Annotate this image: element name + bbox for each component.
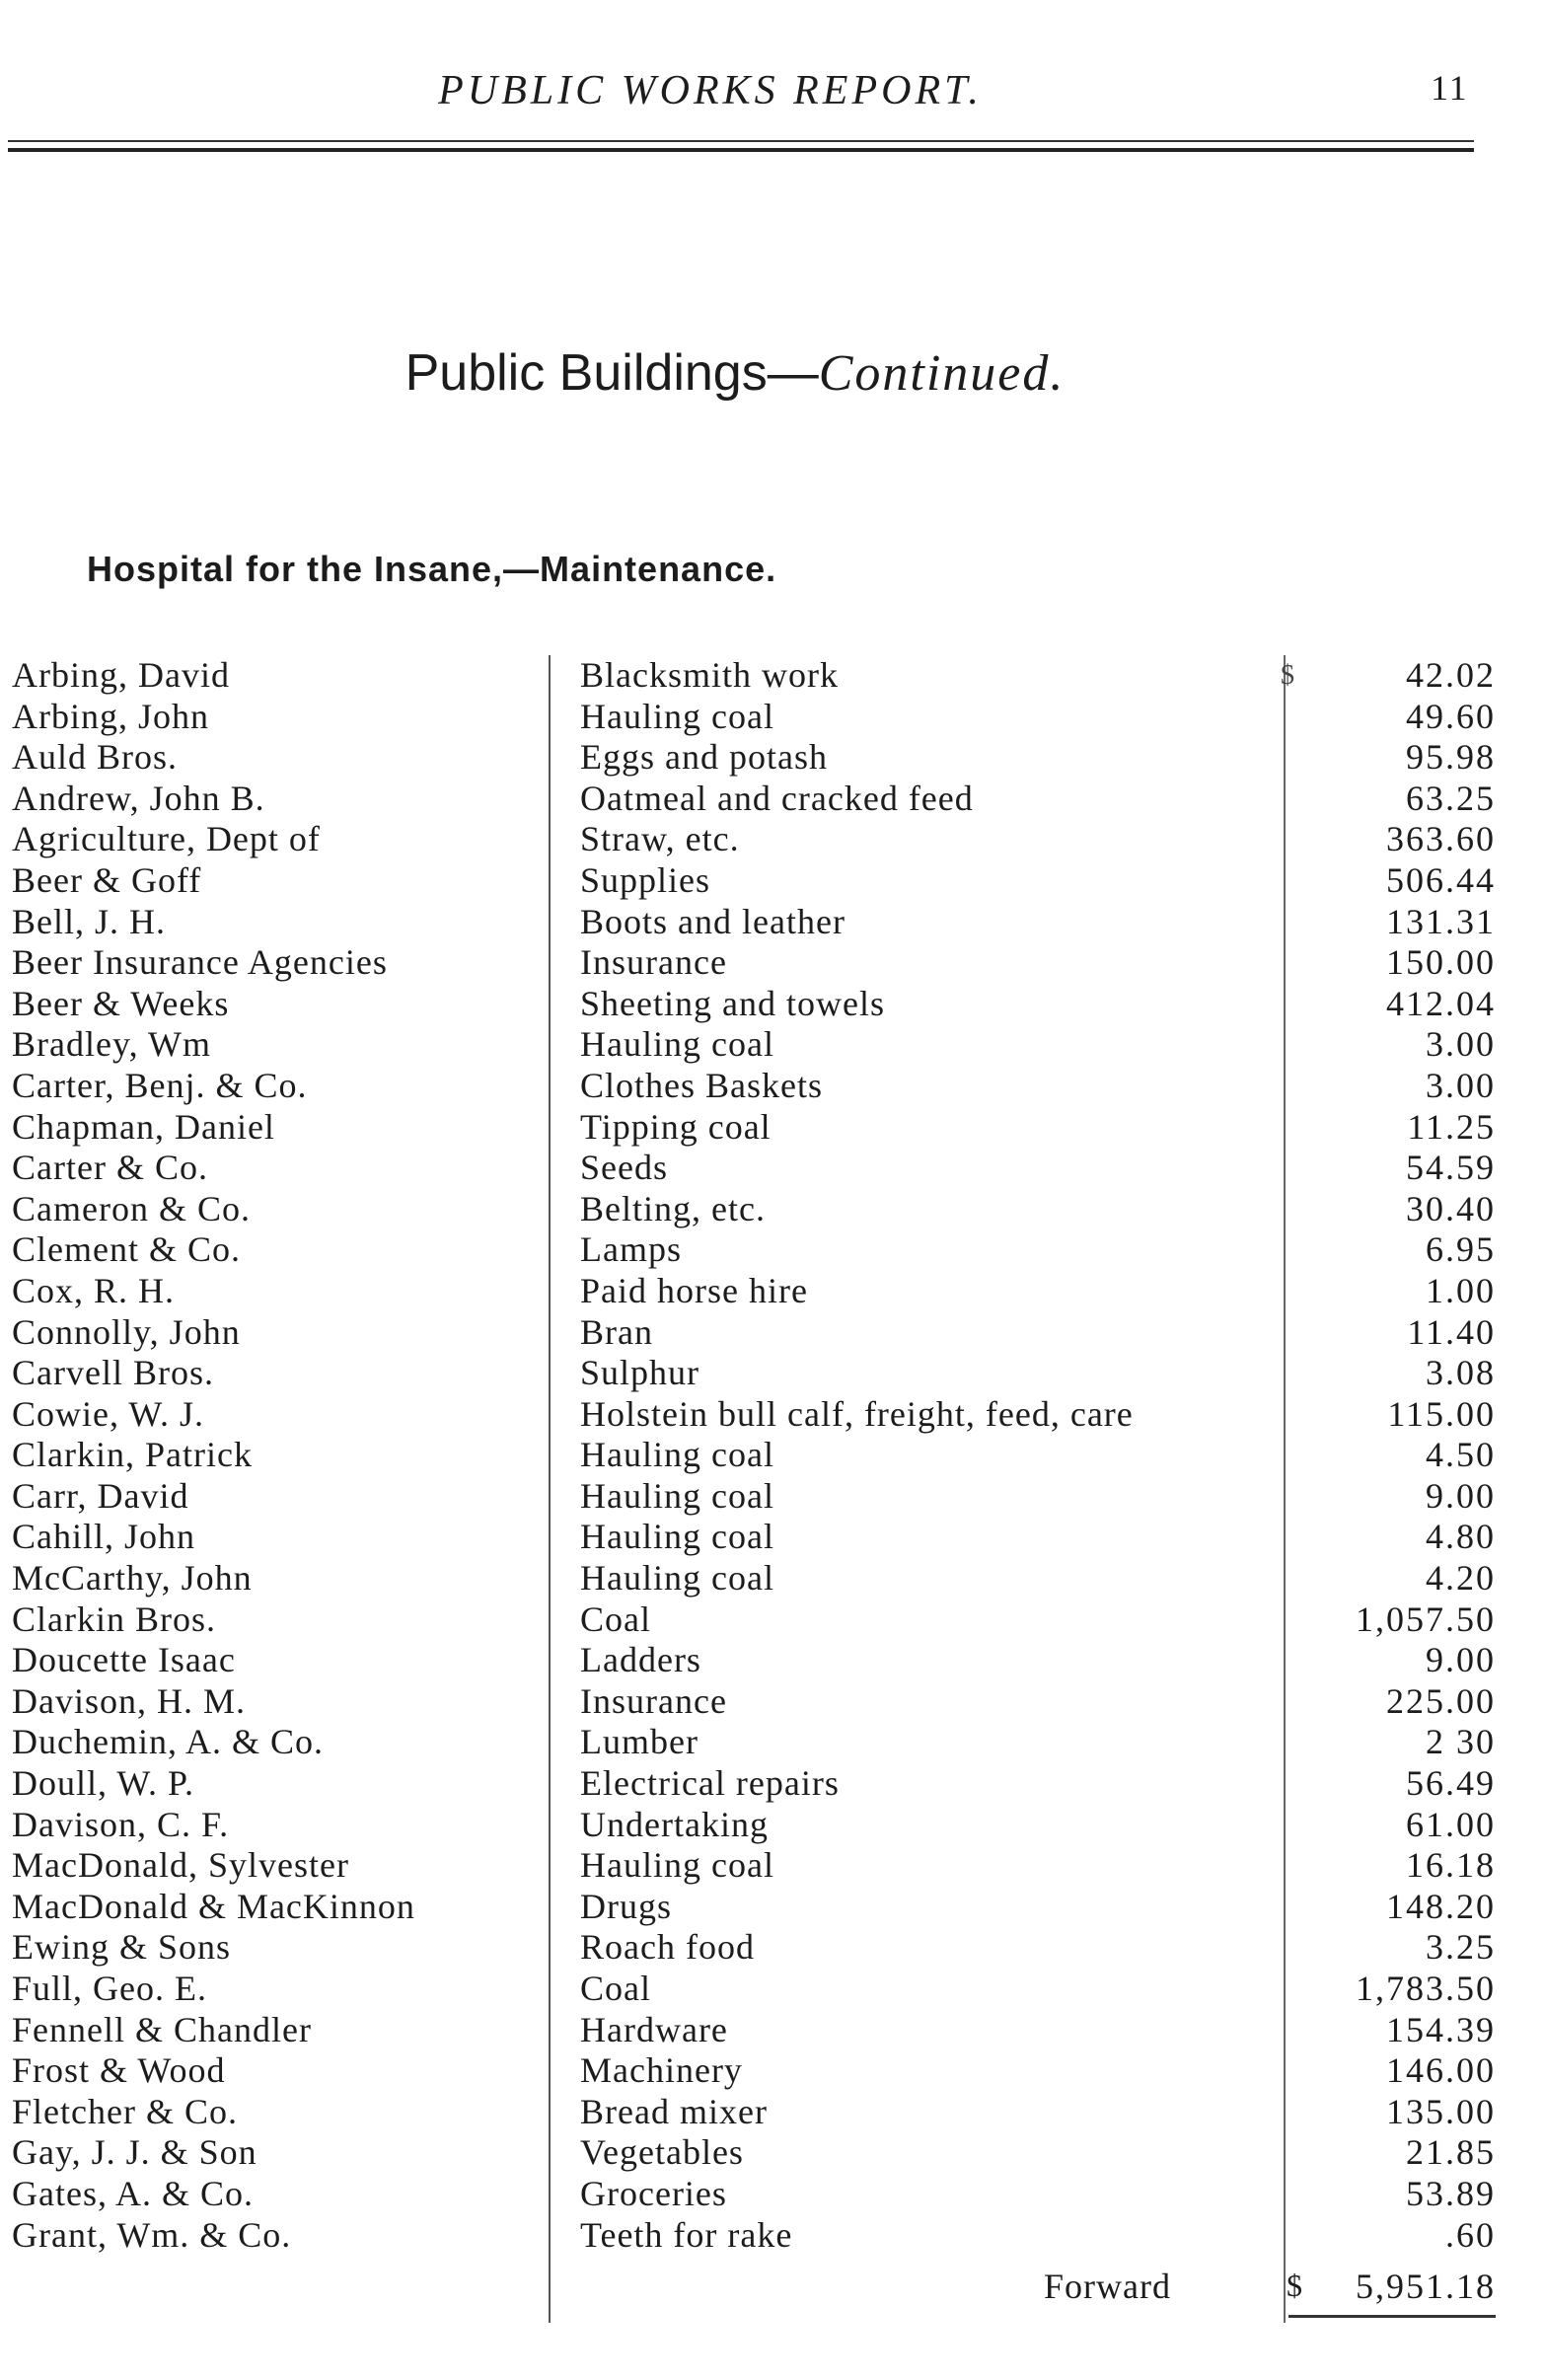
table-row bbox=[0, 1394, 1545, 1436]
amount-cell: 363.60 bbox=[1386, 819, 1496, 859]
amount-cell: 131.31 bbox=[1386, 901, 1496, 941]
item-cell: Seeds bbox=[580, 1148, 668, 1188]
amount-cell: 56.49 bbox=[1406, 1763, 1496, 1804]
table-row bbox=[0, 942, 1545, 984]
item-cell: Eggs and potash bbox=[580, 737, 828, 778]
item-cell: Oatmeal and cracked feed bbox=[580, 778, 974, 818]
forward-total-rule bbox=[1288, 2315, 1496, 2318]
payee-cell: Connolly, John bbox=[12, 1311, 241, 1352]
payee-cell: Clarkin Bros. bbox=[12, 1599, 216, 1639]
payee-cell: Arbing, David bbox=[12, 655, 230, 695]
amount-cell: 16.18 bbox=[1406, 1845, 1496, 1886]
payee-cell: Cameron & Co. bbox=[12, 1188, 251, 1228]
table-row bbox=[0, 1887, 1545, 1928]
payee-cell: Frost & Wood bbox=[12, 2050, 226, 2091]
table-row bbox=[0, 1148, 1545, 1189]
section-title-main: Public Buildings— bbox=[405, 344, 819, 402]
amount-cell: 3.00 bbox=[1426, 1024, 1496, 1065]
payee-cell: Agriculture, Dept of bbox=[12, 819, 321, 859]
table-row bbox=[0, 1805, 1545, 1846]
item-cell: Belting, etc. bbox=[580, 1188, 766, 1228]
payee-cell: Cahill, John bbox=[12, 1517, 196, 1557]
item-cell: Hauling coal bbox=[580, 1517, 774, 1557]
amount-cell: 148.20 bbox=[1386, 1886, 1496, 1926]
header-rule-thin bbox=[8, 140, 1474, 142]
expenditure-table bbox=[0, 655, 1545, 2256]
item-cell: Hauling coal bbox=[580, 1024, 774, 1065]
payee-cell: Duchemin, A. & Co. bbox=[12, 1722, 324, 1762]
table-row bbox=[0, 1107, 1545, 1149]
amount-cell: 4.50 bbox=[1426, 1435, 1496, 1475]
table-row bbox=[0, 819, 1545, 860]
amount-cell: 3.25 bbox=[1426, 1927, 1496, 1968]
amount-cell: 42.02 bbox=[1406, 655, 1496, 695]
item-cell: Lumber bbox=[580, 1722, 699, 1762]
payee-cell: Cowie, W. J. bbox=[12, 1393, 205, 1434]
payee-cell: Doucette Isaac bbox=[12, 1640, 236, 1680]
item-cell: Clothes Baskets bbox=[580, 1065, 823, 1105]
table-row bbox=[0, 1271, 1545, 1312]
table-row bbox=[0, 902, 1545, 943]
item-cell: Boots and leather bbox=[580, 901, 846, 941]
payee-cell: Bell, J. H. bbox=[12, 901, 167, 941]
payee-cell: Grant, Wm. & Co. bbox=[12, 2214, 292, 2255]
amount-cell: 9.00 bbox=[1426, 1475, 1496, 1516]
payee-cell: Clement & Co. bbox=[12, 1229, 241, 1270]
amount-cell: 9.00 bbox=[1426, 1640, 1496, 1680]
payee-cell: MacDonald & MacKinnon bbox=[12, 1886, 415, 1926]
table-row bbox=[0, 1066, 1545, 1107]
item-cell: Insurance bbox=[580, 942, 727, 983]
item-cell: Bread mixer bbox=[580, 2091, 768, 2131]
amount-cell: 412.04 bbox=[1386, 983, 1496, 1023]
table-row bbox=[0, 1927, 1545, 1969]
payee-cell: Beer & Goff bbox=[12, 859, 202, 900]
payee-cell: Cox, R. H. bbox=[12, 1270, 176, 1310]
table-row bbox=[0, 1558, 1545, 1599]
amount-cell: 1,057.50 bbox=[1356, 1599, 1496, 1639]
table-row bbox=[0, 1640, 1545, 1681]
table-row bbox=[0, 737, 1545, 779]
amount-cell: 95.98 bbox=[1406, 737, 1496, 778]
item-cell: Hauling coal bbox=[580, 1558, 774, 1599]
table-row bbox=[0, 2050, 1545, 2092]
item-cell: Ladders bbox=[580, 1640, 701, 1680]
item-cell: Teeth for rake bbox=[580, 2214, 793, 2255]
table-row bbox=[0, 1476, 1545, 1518]
item-cell: Coal bbox=[580, 1969, 651, 2008]
payee-cell: Beer Insurance Agencies bbox=[12, 942, 388, 983]
item-cell: Supplies bbox=[580, 859, 711, 900]
amount-cell: 150.00 bbox=[1386, 942, 1496, 983]
amount-cell: 506.44 bbox=[1386, 859, 1496, 900]
amount-cell: 21.85 bbox=[1406, 2132, 1496, 2173]
amount-cell: 154.39 bbox=[1386, 2009, 1496, 2049]
amount-cell: 1,783.50 bbox=[1356, 1969, 1496, 2008]
item-cell: Hauling coal bbox=[580, 696, 774, 736]
item-cell: Drugs bbox=[580, 1886, 672, 1926]
payee-cell: Clarkin, Patrick bbox=[12, 1435, 253, 1475]
item-cell: Tipping coal bbox=[580, 1106, 772, 1147]
table-row bbox=[0, 1681, 1545, 1723]
amount-cell: 4.80 bbox=[1426, 1517, 1496, 1557]
amount-cell: 11.40 bbox=[1407, 1311, 1496, 1352]
item-cell: Bran bbox=[580, 1311, 653, 1352]
running-title: PUBLIC WORKS REPORT. bbox=[438, 68, 983, 113]
item-cell: Blacksmith work bbox=[580, 655, 839, 695]
item-cell: Sheeting and towels bbox=[580, 983, 885, 1023]
forward-amount: 5,951.18 bbox=[1356, 2267, 1496, 2306]
amount-cell: .60 bbox=[1445, 2214, 1496, 2255]
table-row bbox=[0, 1435, 1545, 1476]
page-number: 11 bbox=[1431, 68, 1469, 108]
forward-label: Forward bbox=[1044, 2267, 1171, 2306]
payee-cell: MacDonald, Sylvester bbox=[12, 1845, 349, 1886]
subsection-title: Hospital for the Insane,—Maintenance. bbox=[87, 549, 777, 589]
table-row bbox=[0, 2010, 1545, 2051]
payee-cell: Bradley, Wm bbox=[12, 1024, 211, 1065]
item-cell: Hauling coal bbox=[580, 1475, 774, 1516]
item-cell: Lamps bbox=[580, 1229, 682, 1270]
amount-cell: 4.20 bbox=[1426, 1558, 1496, 1599]
item-cell: Hauling coal bbox=[580, 1845, 774, 1886]
amount-cell: 115.00 bbox=[1387, 1393, 1496, 1434]
payee-cell: Arbing, John bbox=[12, 696, 209, 736]
payee-cell: Carr, David bbox=[12, 1475, 189, 1516]
amount-cell: 1.00 bbox=[1426, 1270, 1496, 1310]
table-row bbox=[0, 2092, 1545, 2133]
table-row bbox=[0, 984, 1545, 1025]
payee-cell: Doull, W. P. bbox=[12, 1763, 195, 1804]
payee-cell: Davison, C. F. bbox=[12, 1804, 230, 1844]
table-row bbox=[0, 1845, 1545, 1887]
amount-cell: 146.00 bbox=[1386, 2050, 1496, 2091]
table-row bbox=[0, 779, 1545, 820]
table-row bbox=[0, 2132, 1545, 2174]
table-row bbox=[0, 1189, 1545, 1230]
amount-cell: 3.08 bbox=[1426, 1353, 1496, 1393]
amount-cell: 135.00 bbox=[1386, 2091, 1496, 2131]
amount-cell: 3.00 bbox=[1426, 1065, 1496, 1105]
payee-cell: Fennell & Chandler bbox=[12, 2009, 312, 2049]
amount-cell: 63.25 bbox=[1406, 778, 1496, 818]
payee-cell: Auld Bros. bbox=[12, 737, 179, 778]
item-cell: Vegetables bbox=[580, 2132, 744, 2173]
table-row bbox=[0, 1599, 1545, 1641]
section-title bbox=[0, 343, 1470, 403]
item-cell: Machinery bbox=[580, 2050, 743, 2091]
amount-cell: 11.25 bbox=[1407, 1106, 1496, 1147]
table-row bbox=[0, 1312, 1545, 1354]
item-cell: Coal bbox=[580, 1599, 651, 1639]
section-title-continued: Continued. bbox=[818, 345, 1066, 402]
payee-cell: Full, Geo. E. bbox=[12, 1969, 207, 2008]
payee-cell: Carter, Benj. & Co. bbox=[12, 1065, 308, 1105]
table-row bbox=[0, 1517, 1545, 1558]
item-cell: Sulphur bbox=[580, 1353, 700, 1393]
amount-cell: 6.95 bbox=[1426, 1229, 1496, 1270]
table-row bbox=[0, 2174, 1545, 2215]
table-row bbox=[0, 1353, 1545, 1394]
payee-cell: Davison, H. M. bbox=[12, 1680, 246, 1721]
table-row bbox=[0, 1024, 1545, 1066]
item-cell: Roach food bbox=[580, 1927, 755, 1968]
table-row bbox=[0, 655, 1545, 697]
payee-cell: Fletcher & Co. bbox=[12, 2091, 238, 2131]
table-row bbox=[0, 1722, 1545, 1763]
payee-cell: Carvell Bros. bbox=[12, 1353, 214, 1393]
payee-cell: Beer & Weeks bbox=[12, 983, 230, 1023]
currency-symbol: $ bbox=[1281, 660, 1294, 691]
item-cell: Hauling coal bbox=[580, 1435, 774, 1475]
amount-cell: 2 30 bbox=[1426, 1722, 1496, 1762]
payee-cell: Gates, A. & Co. bbox=[12, 2173, 254, 2213]
table-row bbox=[0, 1229, 1545, 1271]
amount-cell: 54.59 bbox=[1406, 1148, 1496, 1188]
table-row bbox=[0, 697, 1545, 738]
amount-cell: 30.40 bbox=[1406, 1188, 1496, 1228]
payee-cell: Carter & Co. bbox=[12, 1148, 208, 1188]
payee-cell: Gay, J. J. & Son bbox=[12, 2132, 258, 2173]
amount-cell: 61.00 bbox=[1406, 1804, 1496, 1844]
payee-cell: McCarthy, John bbox=[12, 1558, 253, 1599]
table-row bbox=[0, 2215, 1545, 2257]
payee-cell: Chapman, Daniel bbox=[12, 1106, 275, 1147]
table-row bbox=[0, 1763, 1545, 1805]
item-cell: Hardware bbox=[580, 2009, 728, 2049]
amount-cell: 53.89 bbox=[1406, 2173, 1496, 2213]
table-row bbox=[0, 860, 1545, 902]
item-cell: Undertaking bbox=[580, 1804, 769, 1844]
item-cell: Insurance bbox=[580, 1680, 727, 1721]
table-row bbox=[0, 1969, 1545, 2010]
payee-cell: Ewing & Sons bbox=[12, 1927, 232, 1968]
item-cell: Paid horse hire bbox=[580, 1270, 808, 1310]
item-cell: Groceries bbox=[580, 2173, 727, 2213]
forward-currency-symbol: $ bbox=[1287, 2268, 1302, 2303]
amount-cell: 225.00 bbox=[1386, 1680, 1496, 1721]
amount-cell: 49.60 bbox=[1406, 696, 1496, 736]
item-cell: Straw, etc. bbox=[580, 819, 740, 859]
payee-cell: Andrew, John B. bbox=[12, 778, 265, 818]
item-cell: Holstein bull calf, freight, feed, care bbox=[580, 1393, 1134, 1434]
item-cell: Electrical repairs bbox=[580, 1763, 840, 1804]
header-rule-thick bbox=[8, 148, 1474, 152]
